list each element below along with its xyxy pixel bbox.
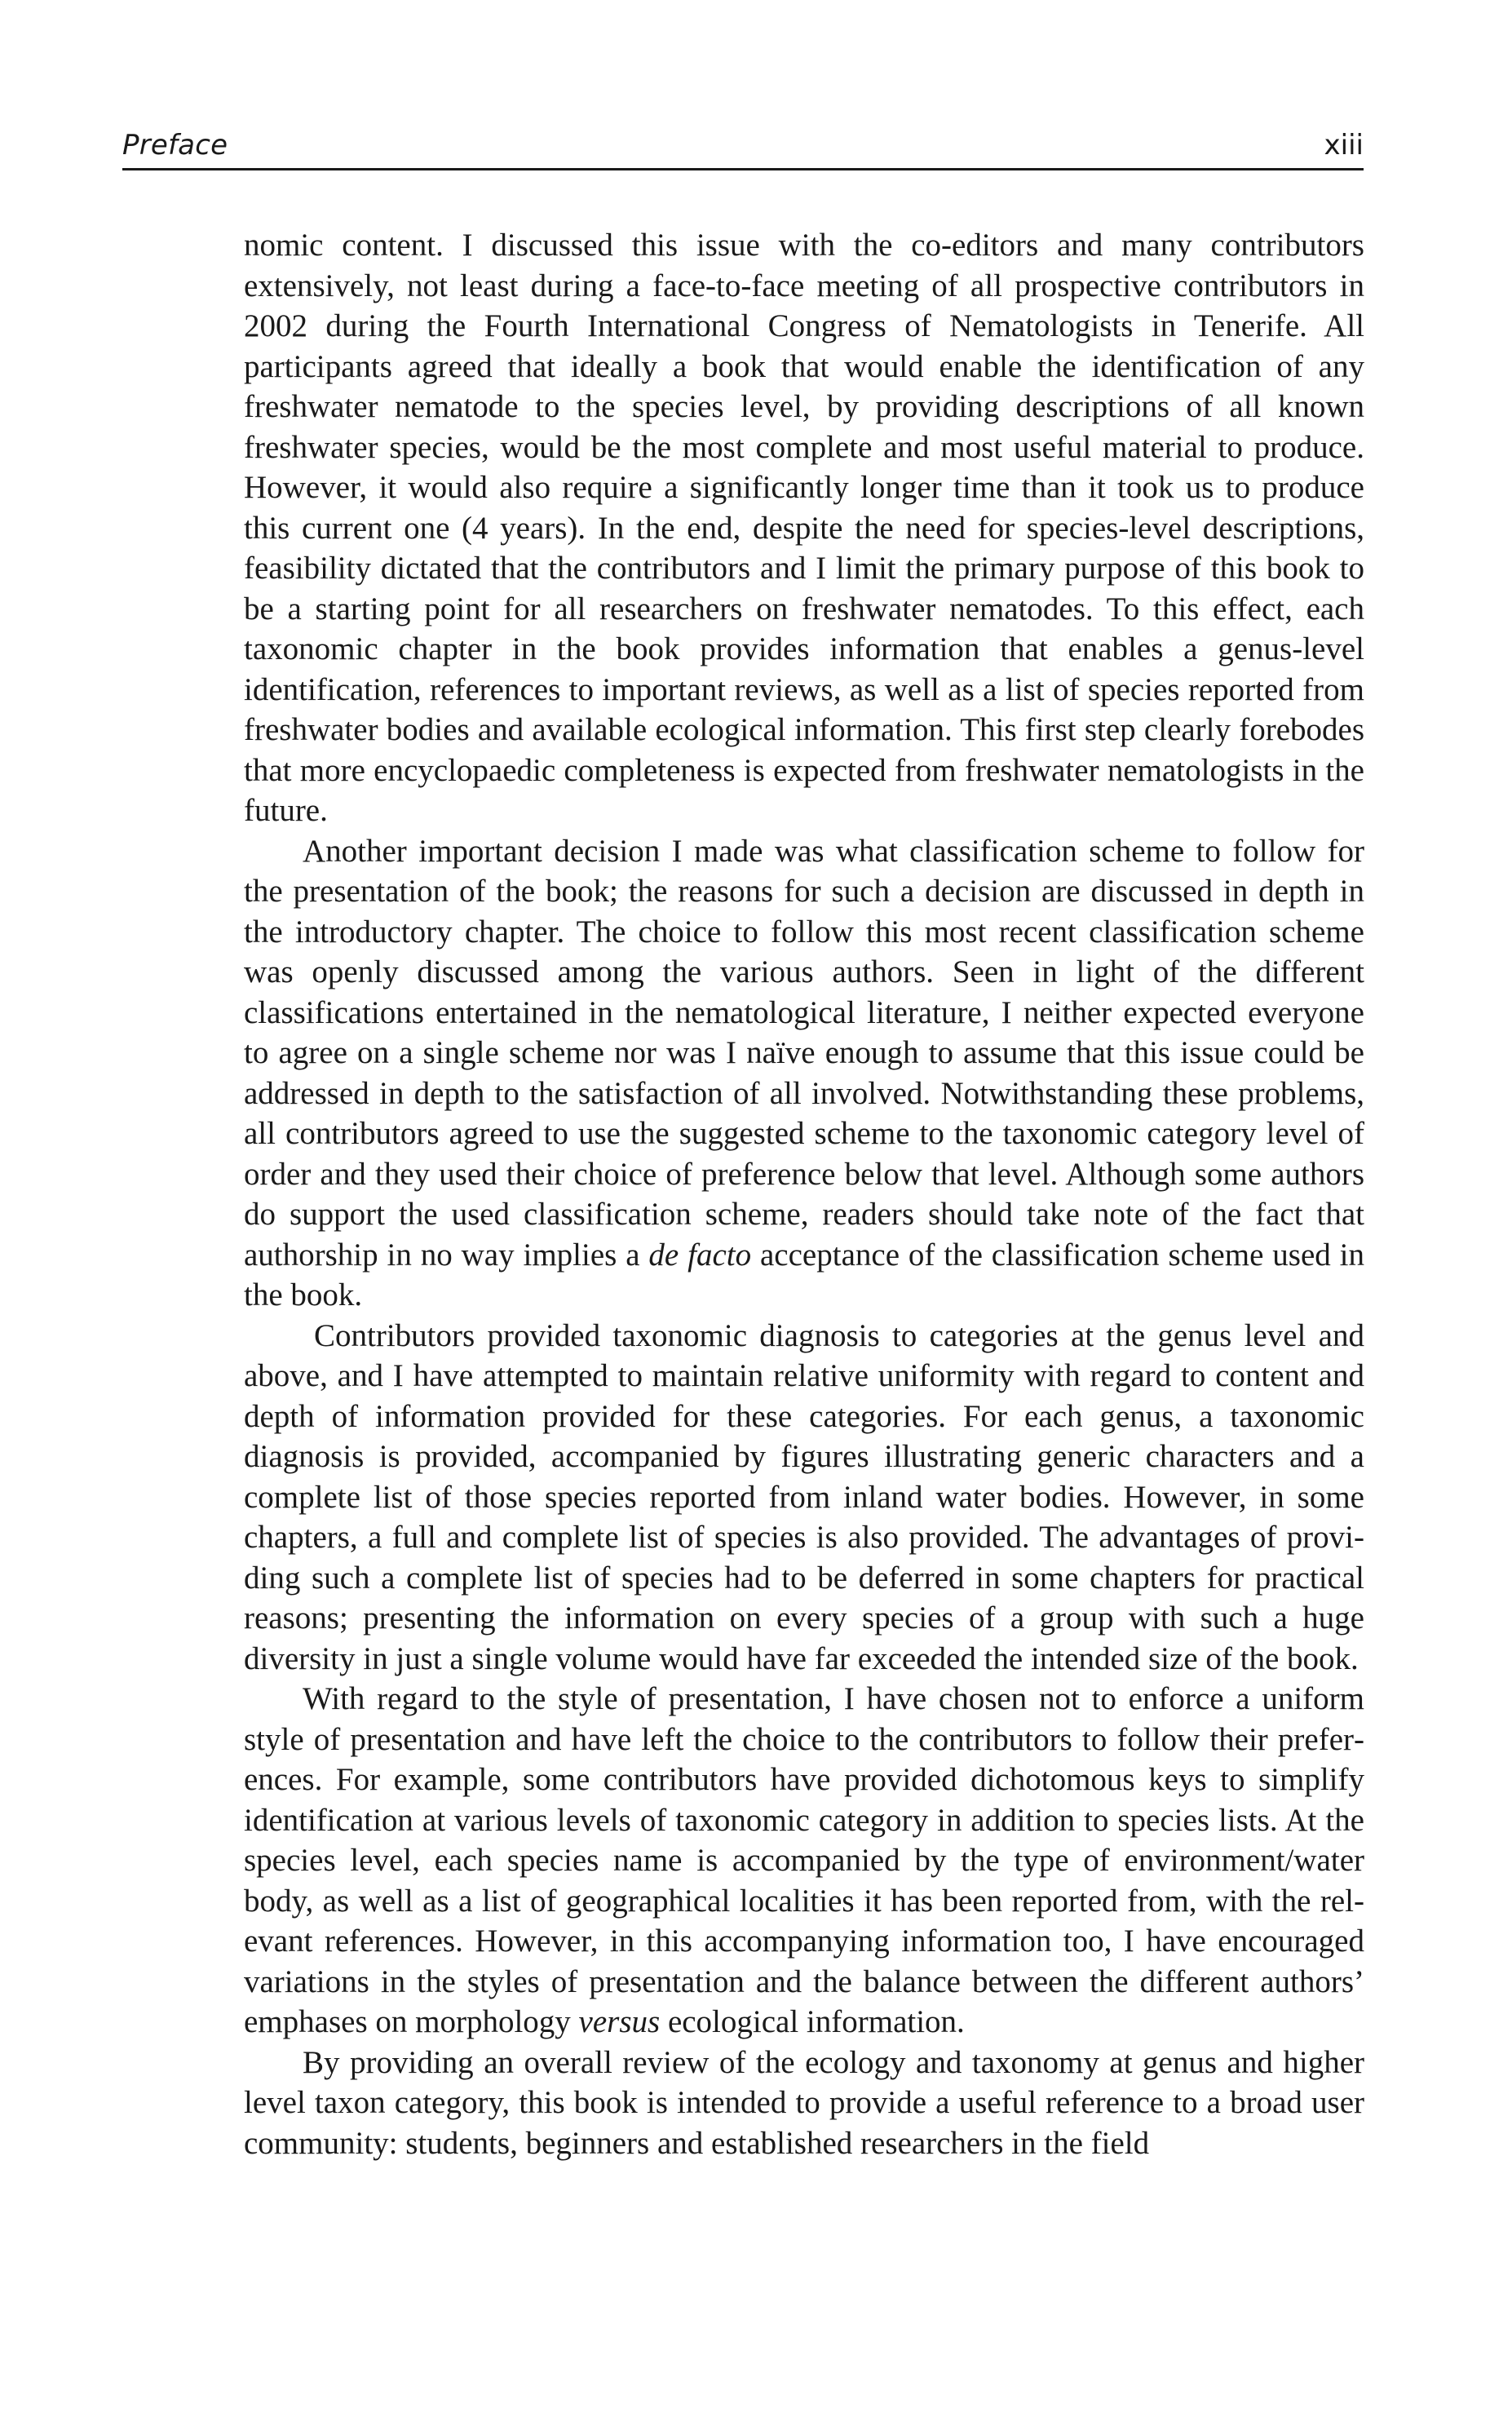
- paragraph-continued: [244, 225, 1364, 831]
- text-segment: Another important decision I made was what classification scheme to follow for the presentation of the book; the reasons for such a decision are discussed in depth in the introductory chapter. The choice to follow this most recent classification scheme was openly discussed among the various authors. Seen in light of the different classifications entertained in the nematological literature, I neither expected everyone to agree on a single scheme nor was I naïve enough to assume that this issue could be addressed in depth to the satisfaction of all involved. Notwithstanding these problems, all contributors agreed to use the suggested scheme to the taxonomic category level of order and they used their choice of preference below that level. Although some authors do support the used classification scheme, readers should take note of the fact that authorship in no way implies a: [244, 833, 1364, 1273]
- text-segment: ecological information.: [660, 2004, 965, 2039]
- text-segment: By providing an overall review of the ecology and taxonomy at genus and higher level taxon category, this book is intended to provide a useful reference to a broad user community: students, beginners and established researchers in the field: [244, 2044, 1364, 2161]
- italic-term: de facto: [648, 1237, 752, 1273]
- paragraph-taxonomic-diagnosis: [244, 1316, 1364, 1680]
- paragraph-user-community: [244, 2043, 1364, 2164]
- body-text: [244, 225, 1364, 2163]
- italic-term: versus: [578, 2004, 661, 2039]
- paragraph-presentation-style: [244, 1679, 1364, 2043]
- running-head-title: Preface: [122, 129, 228, 162]
- running-header: [122, 122, 1364, 170]
- paragraph-classification-scheme: [244, 831, 1364, 1316]
- text-segment: Contributors provided taxonomic diagnosis to categories at the genus level and above, and I have attempted to maintain relative uniformity with regard to content and depth of information provided for these categories. For each genus, a taxonomic diagnosis is provided, accompanied by figures illustrating generic characters and a complete list of those species reported from inland water bodies. However, in some chapters, a full and complete list of species is also provided. The advantages of providing such a complete list of species had to be deferred in some chapters for practical reasons; presenting the information on every species of a group with such a huge diversity in just a single volume would have far exceeded the intended size of the book.: [244, 1317, 1364, 1676]
- page-number: xiii: [1324, 129, 1364, 162]
- text-segment: acceptance of the classification scheme used in the book.: [244, 1237, 1364, 1313]
- text-segment: nomic content. I discussed this issue with the co-editors and many contributors extensively, not least during a face-to-face meeting of all prospective contributors in 2002 during the Fourth International Congress of Nematologists in Tenerife. All participants agreed that ideally a book that would enable the identification of any freshwater nematode to the species level, by providing descriptions of all known freshwater species, would be the most complete and most useful material to produce. However, it would also require a significantly longer time than it took us to produce this current one (4 years). In the end, despite the need for species-level descriptions, feasibility dictated that the contributors and I limit the primary purpose of this book to be a starting point for all researchers on freshwater nematodes. To this effect, each taxonomic chapter in the book provides information that enables a genus-level identification, references to important reviews, as well as a list of species reported from freshwater bodies and available ecological information. This first step clearly forebodes that more encyclopaedic completeness is expected from freshwater nematologists in the future.: [244, 228, 1364, 828]
- text-segment: With regard to the style of presentation, I have chosen not to enforce a uniform style of presentation and have left the choice to the contributors to follow their preferences. For example, some contributors have provided dichotomous keys to simplify identification at various levels of taxonomic category in addition to species lists. At the species level, each species name is accompanied by the type of environment/water body, as well as a list of geographical localities it has been reported from, with the relevant references. However, in this accompanying information too, I have encouraged variations in the styles of presentation and the balance between the different authors’ emphases on morphology: [244, 1681, 1364, 2039]
